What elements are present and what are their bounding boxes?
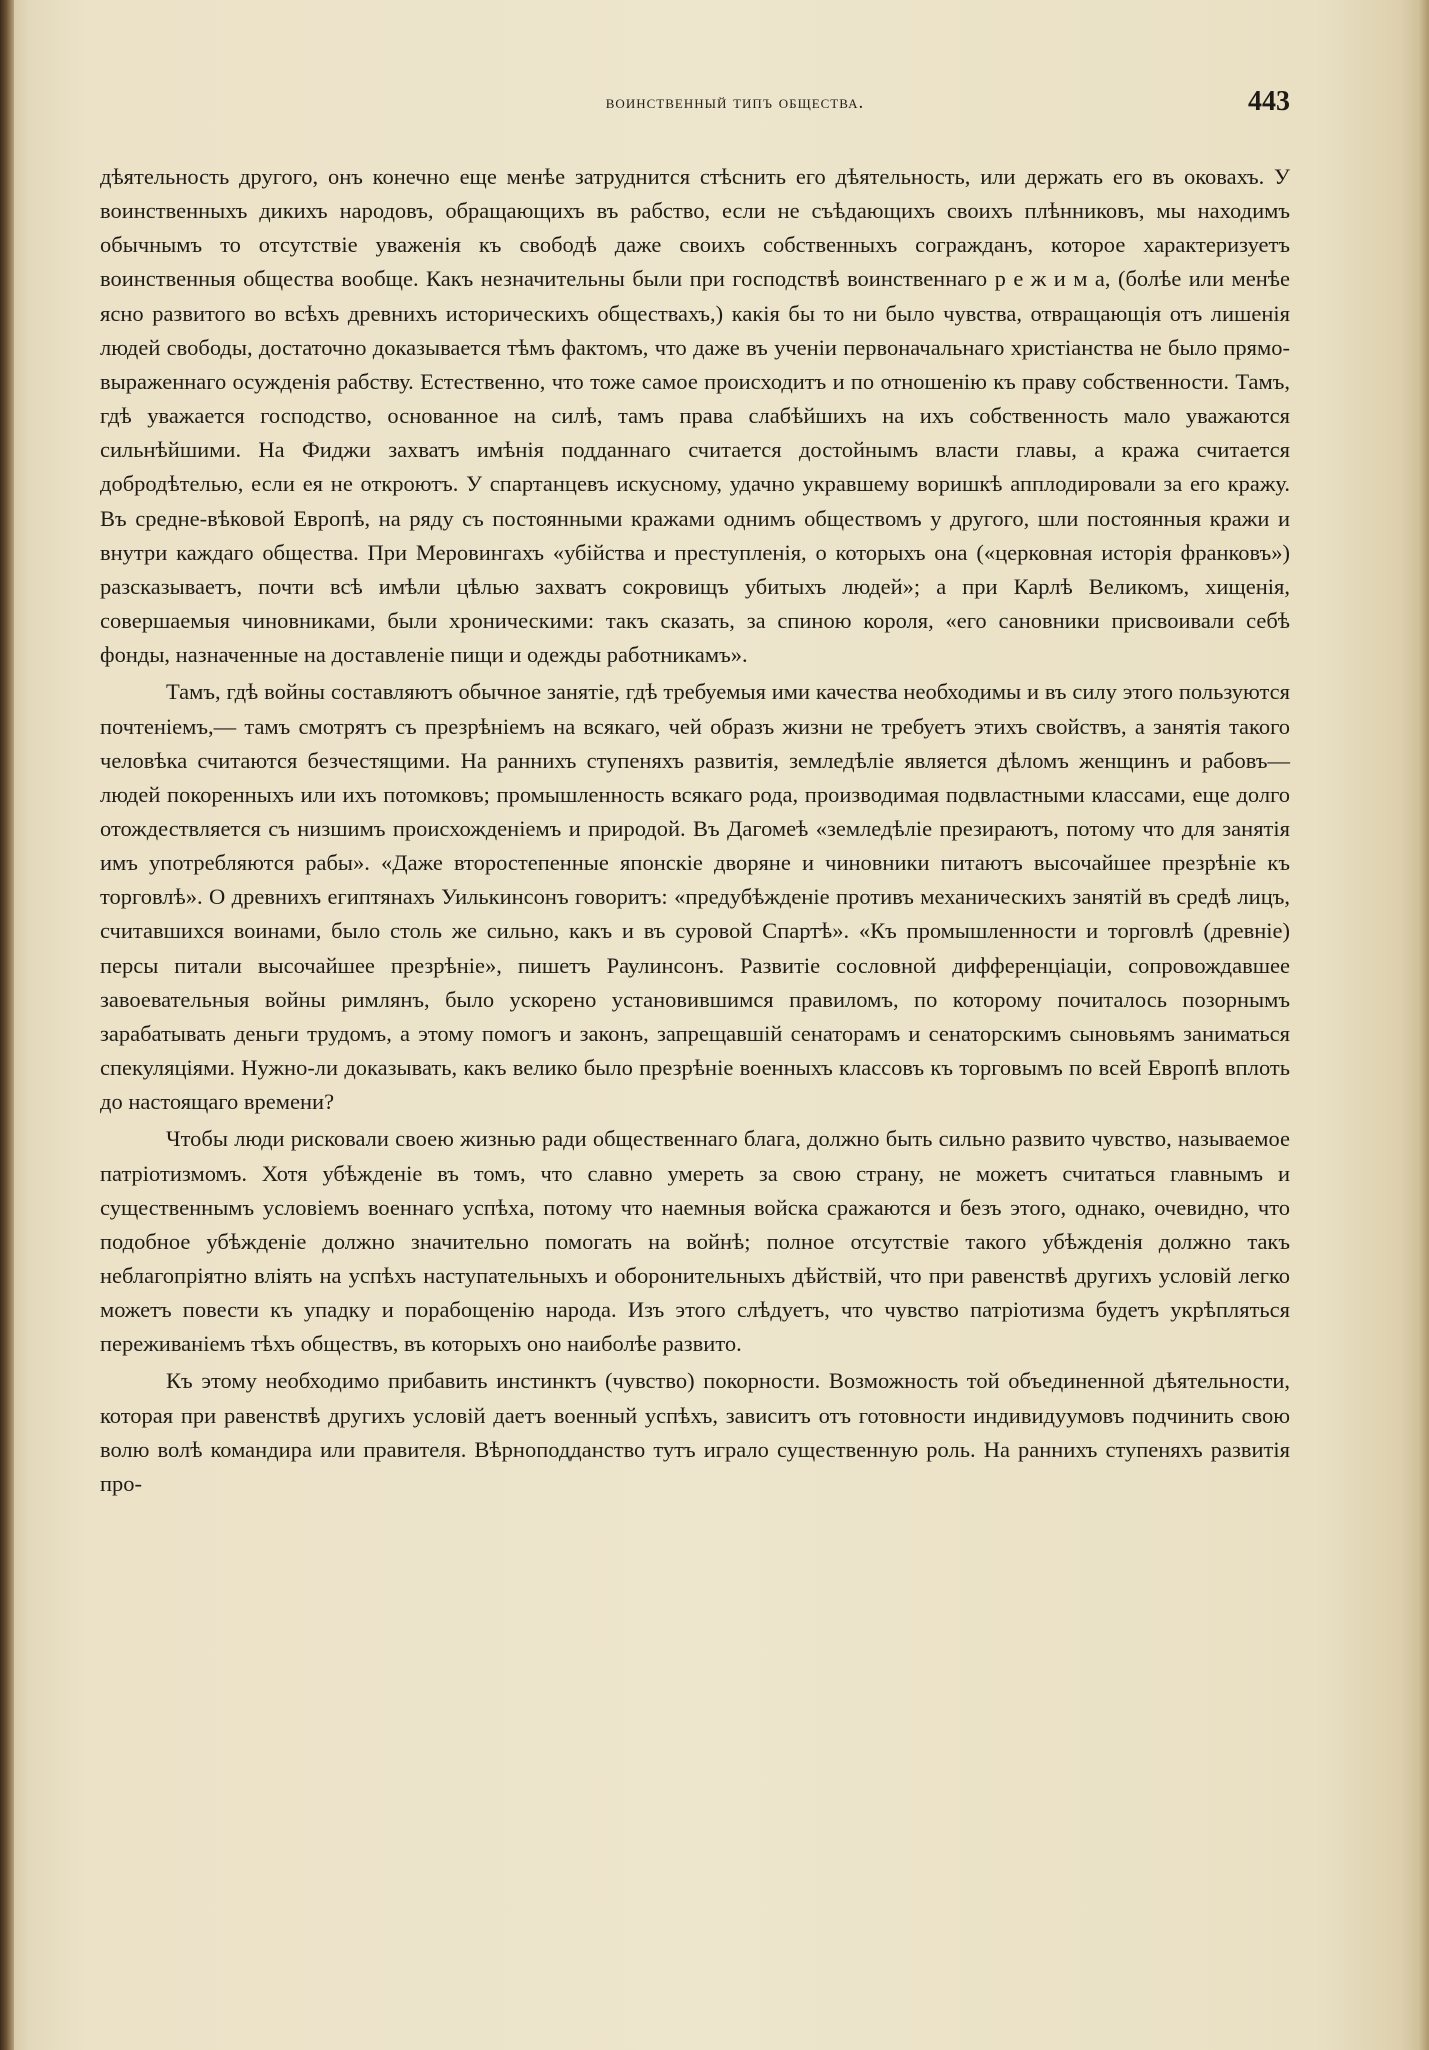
page-right-edge — [1419, 0, 1429, 2050]
page-binding-edge — [0, 0, 14, 2050]
running-title: воинственный типъ общества. — [605, 92, 865, 113]
page-header — [100, 86, 1290, 126]
page-number: 443 — [1248, 86, 1290, 117]
paragraph-3: Чтобы люди рисковали своею жизнью ради общественнаго блага, должно быть сильно развито чувство, называемое патріотизмомъ. Хотя убѣжденіе въ томъ, что славно умереть за свою страну, не можетъ считаться главнымъ и существеннымъ условіемъ военнаго успѣха, потому что наемныя войска сражаются и безъ этого, однако, очевидно, что подобное убѣжденіе должно значительно помогать на войнѣ; полное отсутствіе такого убѣжденія должно такъ неблагопріятно вліять на успѣхъ наступательныхъ и оборонительныхъ дѣйствій, что при равенствѣ другихъ условій легко можетъ повести къ упадку и порабощенію народа. Изъ этого слѣдуетъ, что чувство патріотизма будетъ укрѣпляться переживаніемъ тѣхъ обществъ, въ которыхъ оно наиболѣе развито. — [100, 1126, 1290, 1357]
paragraph-1: дѣятельность другого, онъ конечно еще менѣе затруднится стѣснить его дѣятельность, или держать его въ оковахъ. У воинственныхъ дикихъ народовъ, обращающихъ въ рабство, если не съѣдающихъ своихъ плѣнниковъ, мы находимъ обычнымъ то отсутствіе уваженія къ свободѣ даже своихъ собственныхъ согражданъ, которое характеризуетъ воинственныя общества вообще. Какъ незначительны были при господствѣ воинственнаго р е ж и м а, (болѣе или менѣе ясно развитого во всѣхъ древнихъ историческихъ обществахъ,) какія бы то ни было чувства, отвращающія отъ лишенія людей свободы, достаточно доказывается тѣмъ фактомъ, что даже въ ученіи первоначальнаго христіанства не было прямо-выраженнаго осужденія рабству. Естественно, что тоже самое происходитъ и по отношенію къ праву собственности. Тамъ, гдѣ уважается господство, основанное на силѣ, тамъ права слабѣйшихъ на ихъ собственность мало уважаются сильнѣйшими. На Фиджи захватъ имѣнія подданнаго считается достойнымъ власти главы, а кража считается добродѣтелью, если ея не откроютъ. У спартанцевъ искусному, удачно укравшему воришкѣ апплодировали за его кражу. Въ средне-вѣковой Европѣ, на ряду съ постоянными кражами однимъ обществомъ у другого, шли постоянныя кражи и внутри каждаго общества. При Меровингахъ «убійства и преступленія, о которыхъ она («церковная исторія франковъ») разсказываетъ, почти всѣ имѣли цѣлью захватъ сокровищъ убитыхъ людей»; а при Карлѣ Великомъ, хищенія, совершаемыя чиновниками, были хроническими: такъ сказать, за спиною короля, «его сановники присвоивали себѣ фонды, назначенные на доставленіе пищи и одежды работникамъ». — [100, 164, 1290, 668]
body-text — [100, 160, 1290, 1900]
paragraph-2: Тамъ, гдѣ войны составляютъ обычное занятіе, гдѣ требуемыя ими качества необходимы и въ силу этого пользуются почтеніемъ,— тамъ смотрятъ съ презрѣніемъ на всякаго, чей образъ жизни не требуетъ этихъ свойствъ, а занятія такого человѣка считаются безчестящими. На раннихъ ступеняхъ развитія, земледѣліе является дѣломъ женщинъ и рабовъ—людей покоренныхъ или ихъ потомковъ; промышленность всякаго рода, производимая подвластными классами, еще долго отождествляется съ низшимъ происхожденіемъ и природой. Въ Дагомеѣ «земледѣліе презираютъ, потому что для занятія имъ употребляются рабы». «Даже второстепенные японскіе дворяне и чиновники питаютъ высочайшее презрѣніе къ торговлѣ». О древнихъ египтянахъ Уилькинсонъ говоритъ: «предубѣжденіе противъ механическихъ занятій въ средѣ лицъ, считавшихся воинами, было столь же сильно, какъ и въ суровой Спартѣ». «Къ промышленности и торговлѣ (древніе) персы питали высочайшее презрѣніе», пишетъ Раулинсонъ. Развитіе сословной дифференціаціи, сопровождавшее завоевательныя войны римлянъ, было ускорено установившимся правиломъ, по которому почиталось позорнымъ зарабатывать деньги трудомъ, а этому помогъ и законъ, запрещавшій сенаторамъ и сенаторскимъ сыновьямъ заниматься спекуляціями. Нужно-ли доказывать, какъ велико было презрѣніе военныхъ классовъ къ торговымъ по всей Европѣ вплоть до настоящаго времени? — [100, 679, 1290, 1115]
paragraph-4: Къ этому необходимо прибавить инстинктъ (чувство) покорности. Возможность той объединенной дѣятельности, которая при равенствѣ другихъ условій даетъ военный успѣхъ, зависитъ отъ готовности индивидуумовъ подчинить свою волю волѣ командира или правителя. Вѣрноподданство тутъ играло существенную роль. На раннихъ ступеняхъ развитія про- — [100, 1368, 1290, 1496]
